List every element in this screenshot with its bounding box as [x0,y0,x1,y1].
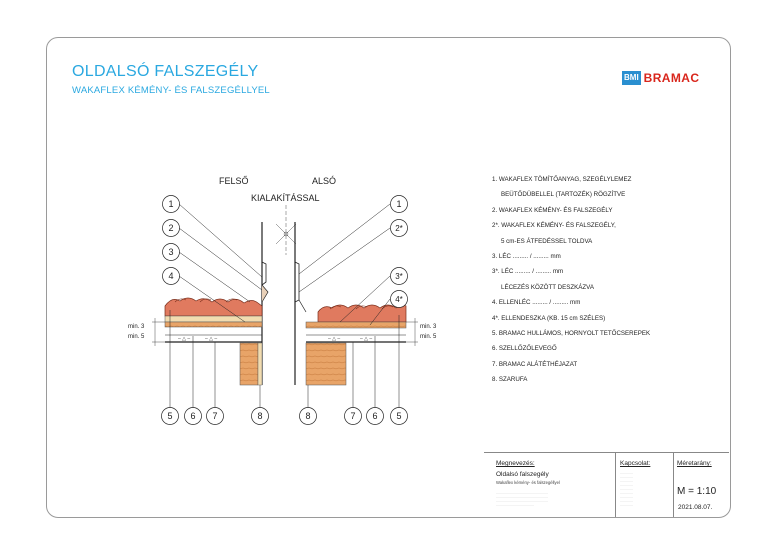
left-rafter [240,343,258,385]
tb-scale-header: Méretarány: [677,460,712,467]
svg-text:– △ –: – △ – [178,336,191,342]
left-tiles [165,298,262,316]
page-subtitle: WAKAFLEX KÉMÉNY- ÉS FALSZEGÉLLYEL [72,85,270,96]
callout-right-2star: 2* [395,224,403,233]
legend-item: 3. LÉC ......... / ......... mm [492,252,561,260]
right-board [306,322,406,328]
callout-bottom-left-5: 5 [167,411,173,421]
tb-divider [673,453,674,517]
callout-bottom-right-5: 5 [396,411,402,421]
callout-right-4star: 4* [395,295,403,304]
callout-left-3: 3 [168,247,174,257]
dim-left-min5: min. 5 [128,334,145,340]
callout-bottom-left-6: 6 [190,411,196,421]
callout-right-3star: 3* [395,272,403,281]
tb-contact-header: Kapcsolat: [620,460,651,467]
tb-date: 2021.08.07. [678,504,713,511]
tb-fine-print: ···················································· ···················································· ···················································· ······································ [496,491,548,507]
tb-divider [615,453,616,517]
tb-name-header: Megnevezés: [496,460,535,467]
svg-text:– △ –: – △ – [328,336,341,342]
callout-right-1: 1 [396,199,402,209]
legend-item: 4. ELLENLÉC ......... / ......... mm [492,299,581,307]
legend-item: 4*. ELLENDESZKA (KB. 15 cm SZÉLES) [492,314,606,322]
callout-left-4: 4 [168,271,174,281]
callout-left-2: 2 [168,223,174,233]
svg-text:– △ –: – △ – [205,336,218,342]
page-title: OLDALSÓ FALSZEGÉLY [72,63,259,80]
tb-name: Oldalsó falszegély [496,471,549,478]
label-lower: ALSÓ [312,176,337,186]
left-wall-section [262,222,268,385]
tb-name-sub: Wakaflex kémény- és falszegéllyel [496,480,560,485]
legend-item: BEÜTŐDÜBELLEL (TARTOZÉK) RÖGZÍTVE [501,191,626,199]
legend-item: 7. BRAMAC ALÁTÉTHÉJAZAT [492,360,578,368]
legend-item: 5. BRAMAC HULLÁMOS, HORNYOLT TETŐCSEREPEK [492,329,651,337]
legend-item: 8. SZARUFA [492,376,528,384]
tb-scale: M = 1:10 [677,486,717,497]
callout-bottom-right-8: 8 [305,411,311,421]
legend-item: 2. WAKAFLEX KÉMÉNY- ÉS FALSZEGÉLY [492,206,613,214]
left-counter-batten [165,322,262,327]
legend-item: 2*. WAKAFLEX KÉMÉNY- ÉS FALSZEGÉLY, [492,222,616,230]
axis-marker [276,205,296,255]
legend [492,176,722,391]
label-upper: FELSŐ [219,176,249,186]
tb-contact-fine: ············· ············· ············· ············· ············· ············· ············· ············· ············· [620,471,633,507]
callout-bottom-left-7: 7 [212,411,218,421]
legend-item: LÉCEZÉS KÖZÖTT DESZKÁZVA [501,283,594,291]
legend-item: 1. WAKAFLEX TÖMÍTŐANYAG, SZEGÉLYLEMEZ [492,176,632,183]
label-formation: KIALAKÍTÁSSAL [251,193,320,203]
callout-bottom-right-6: 6 [372,411,378,421]
ventilation-marks [178,336,372,342]
bmi-logo-mark: BMI [622,71,641,85]
dim-right-min5: min. 5 [420,334,437,340]
right-wall-section [295,222,306,385]
right-roof-buildup [306,305,406,385]
right-rafter [306,343,346,385]
callout-bottom-left-8: 8 [257,411,263,421]
left-batten [165,316,262,322]
bramac-logo-text: BRAMAC [643,71,700,85]
svg-text:– △ –: – △ – [360,336,373,342]
dim-right-min3: min. 3 [420,324,437,330]
legend-item: 3*. LÉC ......... / ......... mm [492,268,564,276]
legend-item: 6. SZELLŐZŐLEVEGŐ [492,345,557,353]
title-block [484,452,729,517]
callout-bottom-right-7: 7 [350,411,356,421]
callout-left-1: 1 [168,199,174,209]
dim-left-min3: min. 3 [128,324,145,330]
legend-item: 5 cm-ES ÁTFEDÉSSEL TOLDVA [501,237,593,245]
